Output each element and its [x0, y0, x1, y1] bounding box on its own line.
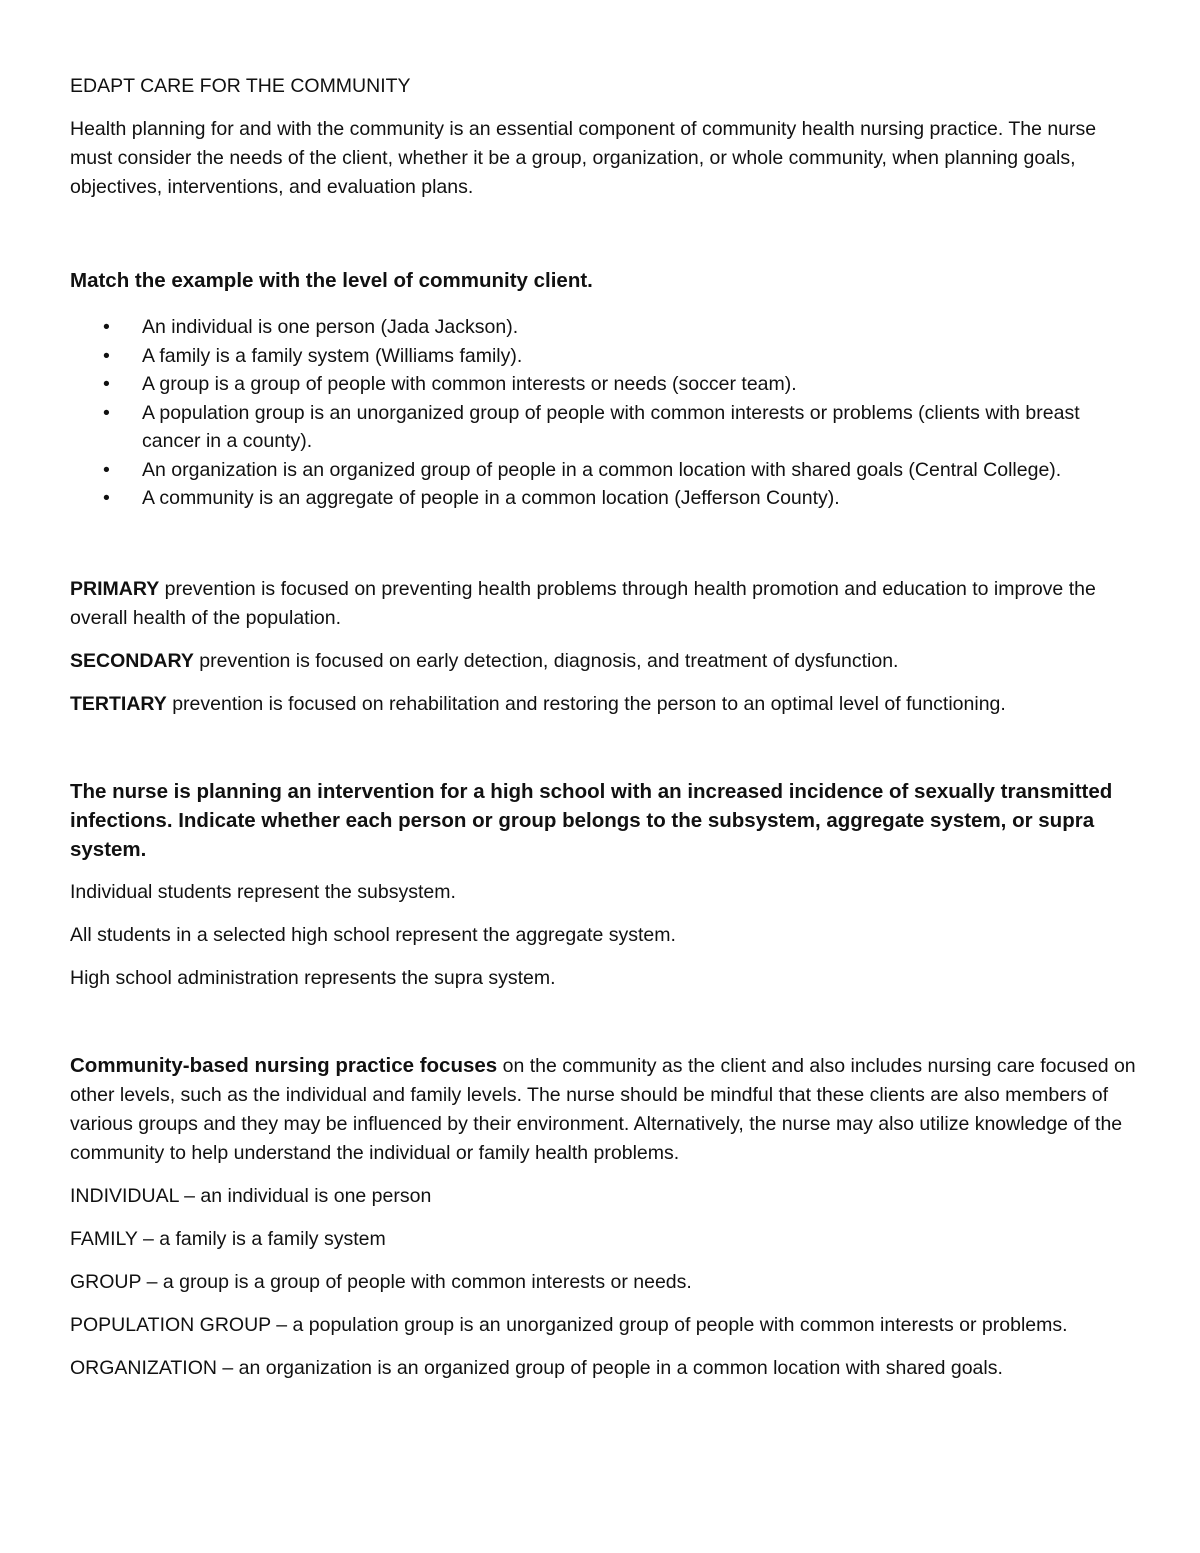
tertiary-term: TERTIARY [70, 692, 167, 715]
list-item [70, 456, 1140, 485]
list-item [70, 313, 1140, 342]
tertiary-text: prevention is focused on rehabilitation and restoring the person to an optimal level of functioning. [166, 692, 1006, 715]
bullet-icon: • [103, 373, 110, 395]
definition-line: INDIVIDUAL – an individual is one person [70, 1184, 432, 1207]
definition-line: FAMILY – a family is a family system [70, 1227, 386, 1250]
bullet-icon: • [103, 487, 110, 509]
list-item-text: A family is a family system (Williams family). [142, 344, 523, 367]
bullet-icon: • [103, 316, 110, 338]
list-item-text: An individual is one person (Jada Jackson). [142, 316, 519, 338]
secondary-term: SECONDARY [70, 649, 194, 672]
list-item [70, 342, 1140, 371]
nurse-scenario-heading: The nurse is planning an intervention for a high school with an increased incidence of sexually transmitted infections. Indicate whether each person or group belongs to the subsystem, aggregate system, or supra system. [70, 779, 1113, 861]
list-item-text: A community is an aggregate of people in a common location (Jefferson County). [142, 487, 840, 509]
list-item-text: An organization is an organized group of people in a common location with shared goals (Central College). [142, 458, 1062, 481]
definition-line: POPULATION GROUP – a population group is an unorganized group of people with common interests or problems. [70, 1313, 1068, 1336]
list-item-text: A group is a group of people with common interests or needs (soccer team). [142, 373, 797, 395]
community-based-text: on the community as the client and also includes nursing care focused on other levels, such as the individual and family levels. The nurse should be mindful that these clients are also members of various groups and they may be influenced by their environment. Alternatively, the nurse may also utilize knowledge of the community to help understand the individual or family health problems. [70, 1054, 1136, 1164]
list-item [70, 370, 1140, 399]
community-levels-list [70, 313, 1140, 513]
definition-line: ORGANIZATION – an organization is an organized group of people in a common location with shared goals. [70, 1356, 1003, 1379]
system-line: All students in a selected high school represent the aggregate system. [70, 923, 676, 946]
community-based-paragraph [70, 1051, 1140, 1168]
definition-line: GROUP – a group is a group of people with common interests or needs. [70, 1270, 692, 1293]
list-item [70, 399, 1140, 456]
secondary-text: prevention is focused on early detection, diagnosis, and treatment of dysfunction. [193, 649, 899, 672]
document-title: EDAPT CARE FOR THE COMMUNITY [70, 75, 411, 97]
community-based-term: Community-based nursing practice focuses [70, 1053, 498, 1077]
document-page [70, 72, 1140, 1397]
tertiary-prevention [70, 690, 1140, 719]
primary-term: PRIMARY [70, 577, 160, 600]
bullet-icon: • [103, 458, 110, 481]
primary-prevention [70, 575, 1140, 633]
system-line: High school administration represents the supra system. [70, 966, 556, 989]
primary-text: prevention is focused on preventing health problems through health promotion and education to improve the overall health of the population. [70, 577, 1096, 629]
match-heading: Match the example with the level of community client. [70, 269, 593, 292]
secondary-prevention [70, 647, 1140, 676]
intro-paragraph: Health planning for and with the community is an essential component of community health nursing practice. The nurse must consider the needs of the client, whether it be a group, organization, or whole community, when planning goals, objectives, interventions, and evaluation plans. [70, 118, 1097, 198]
bullet-icon: • [103, 401, 110, 424]
bullet-icon: • [103, 344, 110, 367]
list-item [70, 484, 1140, 513]
system-line: Individual students represent the subsystem. [70, 880, 456, 903]
list-item-text: A population group is an unorganized group of people with common interests or problems (clients with breast cancer in a county). [142, 401, 1080, 452]
